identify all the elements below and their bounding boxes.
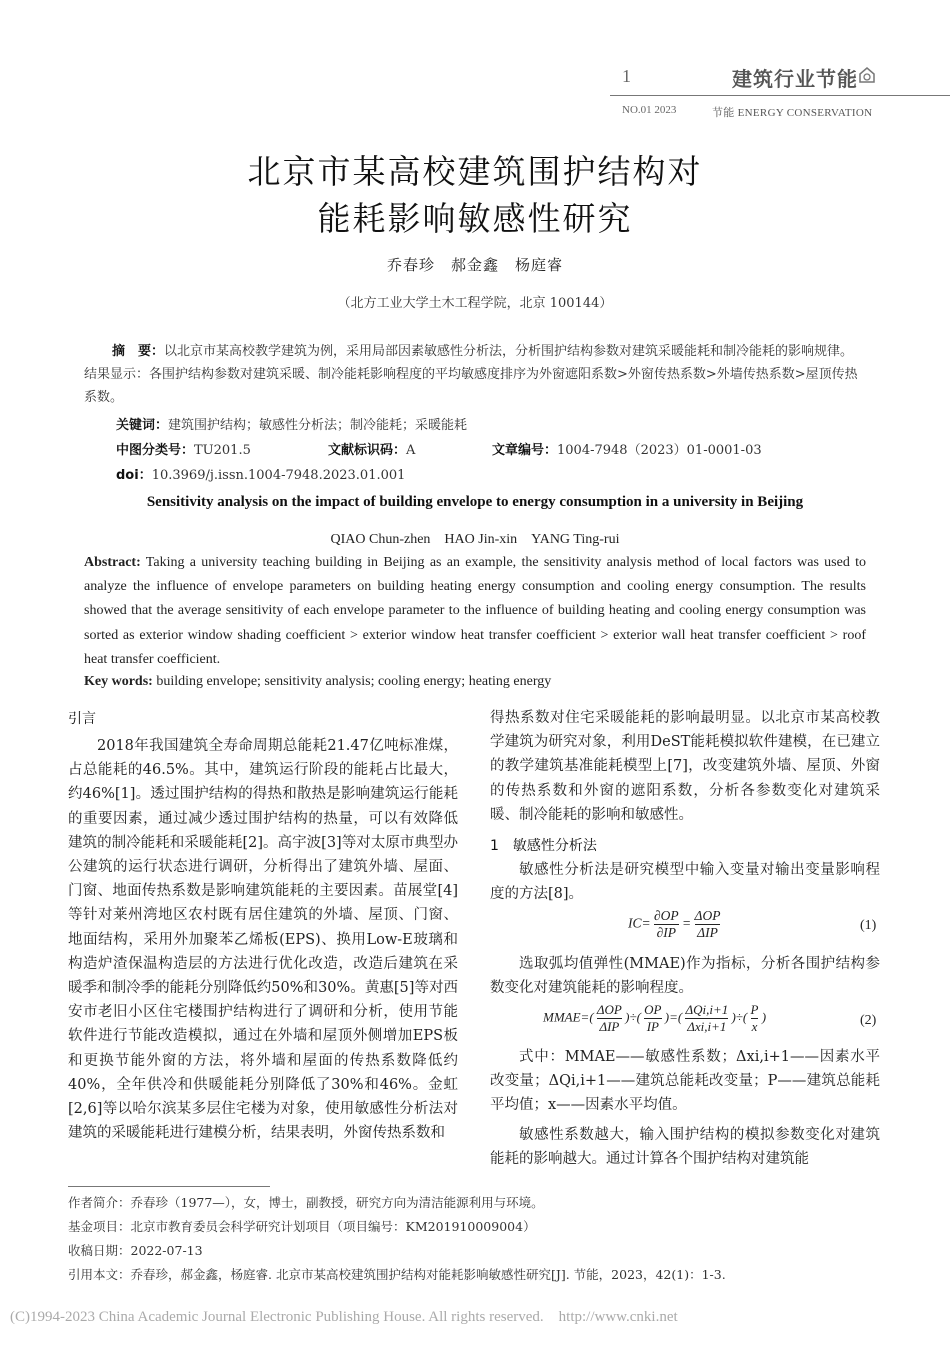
where-block	[490, 1045, 880, 1118]
eq2-frac4-denominator: x	[751, 1019, 758, 1034]
affiliation: （北方工业大学土木工程学院，北京 100144）	[337, 296, 613, 311]
section1-paragraph-1: 敏感性分析法是研究模型中输入变量对输出变量影响程度的方法[8]。	[490, 862, 880, 903]
eq1-frac1-numerator: ∂OP	[654, 908, 679, 923]
english-keywords	[84, 674, 551, 690]
equation-2-number: (2)	[860, 1013, 877, 1028]
section1-text-2	[490, 952, 880, 1000]
eq1-lhs: IC=	[628, 915, 651, 931]
eq2-divide-1: )÷(	[625, 1009, 641, 1025]
right-column	[490, 706, 880, 827]
footnote-rule	[68, 1186, 270, 1187]
keywords-cn	[116, 414, 467, 433]
article-number	[492, 439, 762, 458]
eq2-frac4-numerator: P	[750, 1002, 759, 1017]
keywords-label: 关键词：	[116, 418, 169, 433]
abstract-label: 摘 要：	[112, 344, 165, 359]
eq1-frac2-denominator: ΔIP	[695, 924, 721, 941]
doi-label: doi：	[116, 468, 152, 483]
clc-label: 中图分类号：	[116, 443, 195, 458]
paper-title-line-2: 能耗影响敏感性研究	[317, 199, 633, 238]
eq1-frac1-denominator: ∂IP	[654, 924, 679, 941]
equation-1	[628, 908, 720, 941]
intro-column	[68, 734, 458, 1145]
copyright-notice: (C)1994-2023 China Academic Journal Electronic Publishing House. All rights reserved. http://www.cnki.net	[10, 1309, 678, 1325]
clc-value: TU201.5	[194, 443, 251, 458]
eq2-equals: )=(	[664, 1009, 683, 1025]
intro-heading: 引言	[68, 711, 96, 727]
header-rule	[610, 95, 950, 96]
where-text: 式中：MMAE——敏感性系数；Δxi,i+1——因素水平改变量；ΔQi,i+1——建筑总能耗改变量；P——建筑总能耗平均值；x——因素水平均值。	[490, 1049, 880, 1114]
authors: 乔春珍 郝金鑫 杨庭睿	[386, 256, 563, 274]
equation-1-number: (1)	[860, 918, 877, 933]
footnote-funding: 基金项目：北京市教育委员会科学研究计划项目（项目编号：KM201910009004）	[68, 1219, 536, 1234]
continued-paragraph: 得热系数对住宅采暖能耗的影响最明显。以北京市某高校教学建筑为研究对象，利用DeST能耗模拟软件建模，在已建立的教学建筑基准能耗模型上[7]，改变建筑外墙、屋顶、外窗的传热系数和外窗的遮阳系数，分析各参数变化对建筑采暖、制冷能耗的影响和敏感性。	[490, 710, 880, 823]
english-keywords-label: Key words:	[84, 674, 153, 689]
journal-name: 建筑行业节能	[732, 67, 858, 91]
eq2-lhs: MMAE=(	[543, 1009, 594, 1025]
eq2-frac1-numerator: ΔOP	[596, 1002, 622, 1017]
eq2-frac3-denominator: Δxi,i+1	[687, 1019, 727, 1034]
eq2-frac1-denominator: ΔIP	[597, 1018, 622, 1035]
eq2-frac2-numerator: OP	[644, 1002, 662, 1017]
eq2-fraction-3	[685, 1002, 728, 1035]
abstract-cn	[84, 340, 866, 409]
article-number-label: 文章编号：	[492, 443, 558, 458]
footnote-author-bio: 作者简介：乔春珍（1977—），女，博士，副教授，研究方向为清洁能源利用与环境。	[68, 1195, 544, 1210]
eq1-fraction-1	[654, 908, 679, 941]
right-last-paragraph: 敏感性系数越大，输入围护结构的模拟参数变化对建筑能耗的影响越大。通过计算各个围护结构对建筑能	[490, 1127, 880, 1168]
footnote-received-date: 收稿日期：2022-07-13	[68, 1243, 203, 1258]
eq2-frac3-numerator: ΔQi,i+1	[685, 1002, 729, 1017]
clc-number	[116, 439, 251, 458]
doi	[116, 464, 405, 483]
eq1-fraction-2	[695, 908, 721, 941]
issue-number: NO.01 2023	[622, 104, 677, 116]
eq2-fraction-2	[644, 1002, 661, 1035]
doi-link[interactable]: 10.3969/j.issn.1004-7948.2023.01.001	[151, 468, 406, 483]
section1-paragraph-2: 选取弧均值弹性(MMAE)作为指标，分析各围护结构参数变化对建筑能耗的影响程度。	[490, 956, 880, 997]
eq2-divide-2: )÷(	[731, 1009, 748, 1025]
doc-code-value: A	[406, 443, 416, 458]
abstract-text: 以北京市某高校教学建筑为例，采用局部因素敏感性分析法，分析围护结构参数对建筑采暖能耗和制冷能耗的影响规律。结果显示：各围护结构参数对建筑采暖、制冷能耗影响程度的平均敏感度排序为外窗遮阳系数>外窗传热系数>外墙传热系数>屋顶传热系数。	[84, 344, 858, 405]
eq1-frac2-numerator: ΔOP	[694, 908, 721, 923]
intro-paragraph: 2018年我国建筑全寿命周期总能耗21.47亿吨标准煤，占总能耗的46.5%。其中，建筑运行阶段的能耗占比最大，约46%[1]。透过围护结构的得热和散热是影响建筑运行能耗的重要因素，通过减少透过围护结构的热量，可以有效降低建筑的制冷能耗和采暖能耗[2]。高宇波[3]等对太原市典型办公建筑的运行状态进行调研，分析得出了建筑外墙、屋面、门窗、地面传热系数是影响建筑能耗的主要因素。苗展堂[4]等针对莱州湾地区农村既有居住建筑的外墙、屋顶、门窗、地面结构，采用外加聚苯乙烯板(EPS)、换用Low-E玻璃和构造炉渣保温构造层的方法进行优化改造，改造后建筑在采暖季和制冷季的能耗分别降低约50%和30%。黄惠[5]等对西安市老旧小区住宅楼围护结构进行了调研和分析，使用节能软件进行节能改造模拟，通过在外墙和屋顶外侧增加EPS板和更换节能外窗的方法，将外墙和屋面的传热系数降低约40%，全年供冷和供暖能耗分别降低了30%和46%。金虹[2,6]等以哈尔滨某多层住宅楼为对象，使用敏感性分析法对建筑的采暖能耗进行建模分析，结果表明，外窗传热系数和	[68, 738, 458, 1142]
section1-heading: 1 敏感性分析法	[490, 838, 597, 854]
eq2-frac2-denominator: IP	[644, 1018, 661, 1035]
footnote-citation: 引用本文：乔春珍，郝金鑫，杨庭睿. 北京市某高校建筑围护结构对能耗影响敏感性研究[J]. 节能，2023，42(1)：1-3.	[68, 1267, 726, 1282]
english-authors: QIAO Chun-zhen HAO Jin-xin YANG Ting-rui	[330, 532, 620, 547]
section-label: 节能 ENERGY CONSERVATION	[712, 107, 873, 119]
doc-code-label: 文献标识码：	[328, 443, 407, 458]
english-abstract	[84, 551, 866, 672]
english-title: Sensitivity analysis on the impact of building envelope to energy consumption in a university in Beijing	[146, 494, 804, 510]
equation-2	[543, 1002, 766, 1035]
journal-logo-icon	[858, 66, 876, 84]
english-abstract-text: Taking a university teaching building in Beijing as an example, the sensitivity analysis method of local factors was used to analyze the influence of envelope parameters on building heating energy consumption and cooling energy consumption. The results showed that the average sensitivity of each envelope parameter to the influence of building heating and cooling energy consumption was sorted as exterior window shading coefficient > exterior window heat transfer coefficient > exterior wall heat transfer coefficient > roof heat transfer coefficient.	[84, 555, 866, 667]
eq2-fraction-4	[751, 1002, 759, 1035]
page-number: 1	[622, 66, 631, 86]
right-last-block	[490, 1123, 880, 1171]
section1-text	[490, 858, 880, 906]
eq2-fraction-1	[597, 1002, 622, 1035]
article-number-value: 1004-7948（2023）01-0001-03	[557, 443, 762, 458]
keywords-text: 建筑围护结构；敏感性分析法；制冷能耗；采暖能耗	[168, 418, 468, 433]
paper-title-line-1: 北京市某高校建筑围护结构对	[247, 152, 703, 191]
english-abstract-label: Abstract:	[84, 555, 141, 570]
english-keywords-text: building envelope; sensitivity analysis; cooling energy; heating energy	[152, 674, 552, 689]
eq1-equals: =	[682, 915, 692, 931]
document-code	[328, 439, 415, 458]
eq2-close: )	[761, 1009, 767, 1025]
